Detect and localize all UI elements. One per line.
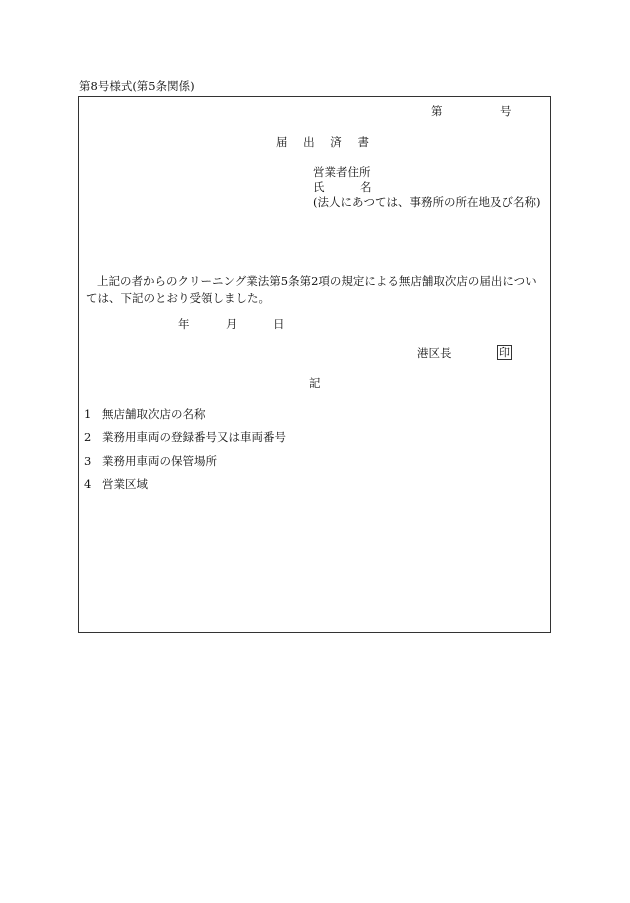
list-item xyxy=(84,455,217,469)
business-address-label: 営業者住所 xyxy=(313,165,371,179)
date-month-label: 月 xyxy=(226,317,238,331)
name-label-part2: 名 xyxy=(360,180,372,194)
list-item-text: 無店舗取次店の名称 xyxy=(102,407,206,421)
list-item xyxy=(84,431,286,445)
list-item-number: 3 xyxy=(84,454,92,468)
date-day-label: 日 xyxy=(273,317,285,331)
authority-label: 港区長 xyxy=(417,346,452,360)
list-item-text: 業務用車両の保管場所 xyxy=(102,454,217,468)
list-item xyxy=(84,408,206,422)
name-label-part1: 氏 xyxy=(313,180,325,194)
corporation-note: (法人にあつては、事務所の所在地及び名称) xyxy=(313,195,541,209)
body-text: 上記の者からのクリーニング業法第5条第2項の規定による無店舗取次店の届出については、下記のとおり受領しました。 xyxy=(86,274,537,305)
list-item-text: 営業区域 xyxy=(102,477,148,491)
list-item-text: 業務用車両の登録番号又は車両番号 xyxy=(102,430,286,444)
list-item-number: 2 xyxy=(84,430,92,444)
document-number-suffix: 号 xyxy=(500,104,512,118)
form-caption: 第8号様式(第5条関係) xyxy=(79,79,195,93)
date-year-label: 年 xyxy=(178,317,190,331)
document-number-prefix: 第 xyxy=(431,104,443,118)
notes-heading: 記 xyxy=(309,376,321,390)
seal-stamp-box: 印 xyxy=(499,346,510,359)
list-item xyxy=(84,478,148,492)
document-title: 届 出 済 書 xyxy=(276,135,375,149)
list-item-number: 1 xyxy=(84,407,92,421)
list-item-number: 4 xyxy=(84,477,92,491)
